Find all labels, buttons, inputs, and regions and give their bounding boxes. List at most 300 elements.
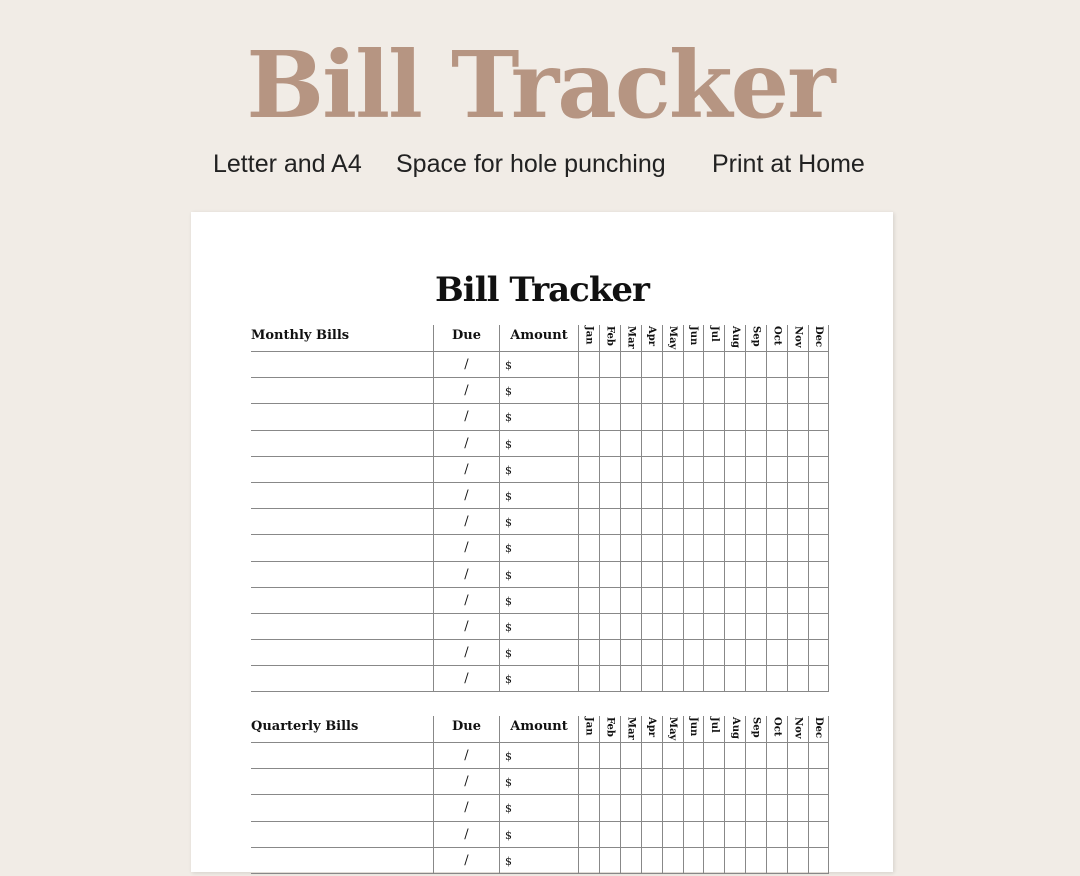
month-check-cell [578, 614, 599, 640]
month-check-cell [641, 769, 662, 795]
month-check-cell [724, 378, 745, 404]
bill-name-cell [251, 848, 433, 874]
month-check-cell [787, 795, 808, 821]
month-check-cell [641, 378, 662, 404]
month-check-cell [724, 509, 745, 535]
month-check-cell [703, 457, 724, 483]
month-check-cell [745, 666, 766, 692]
month-check-cell [683, 352, 704, 378]
due-cell: / [433, 509, 499, 535]
month-check-cell [662, 769, 683, 795]
month-check-cell [745, 848, 766, 874]
month-check-cell [578, 535, 599, 561]
month-check-cell [808, 457, 829, 483]
month-check-cell [703, 352, 724, 378]
month-check-cell [683, 509, 704, 535]
month-check-cell [745, 509, 766, 535]
month-check-cell [683, 431, 704, 457]
month-check-cell [808, 352, 829, 378]
month-check-cell [662, 378, 683, 404]
month-check-cell [641, 588, 662, 614]
month-check-cell [766, 614, 787, 640]
month-check-cell [787, 535, 808, 561]
month-check-cell [745, 378, 766, 404]
month-header-sep: Sep [745, 716, 766, 743]
month-check-cell [745, 431, 766, 457]
table-row [251, 614, 829, 640]
month-check-cell [808, 822, 829, 848]
month-check-cell [578, 352, 599, 378]
bill-name-cell [251, 588, 433, 614]
bill-name-cell [251, 614, 433, 640]
month-check-cell [766, 743, 787, 769]
month-check-cell [578, 509, 599, 535]
month-check-cell [662, 848, 683, 874]
section-label: Monthly Bills [251, 325, 433, 352]
amount-cell: $ [499, 483, 578, 509]
month-check-cell [787, 483, 808, 509]
month-check-cell [808, 535, 829, 561]
month-check-cell [662, 431, 683, 457]
amount-cell: $ [499, 509, 578, 535]
month-check-cell [703, 378, 724, 404]
month-check-cell [683, 378, 704, 404]
month-check-cell [724, 743, 745, 769]
month-check-cell [766, 509, 787, 535]
month-check-cell [787, 562, 808, 588]
month-check-cell [620, 795, 641, 821]
due-cell: / [433, 483, 499, 509]
month-check-cell [662, 404, 683, 430]
month-check-cell [620, 562, 641, 588]
month-header-nov: Nov [787, 716, 808, 743]
month-check-cell [724, 431, 745, 457]
month-check-cell [599, 431, 620, 457]
month-check-cell [787, 378, 808, 404]
month-header-aug: Aug [724, 716, 745, 743]
month-check-cell [599, 666, 620, 692]
amount-cell: $ [499, 769, 578, 795]
amount-header: Amount [499, 716, 578, 743]
month-header-jul: Jul [703, 716, 724, 743]
hero-title: Bill Tracker [246, 31, 834, 139]
amount-cell: $ [499, 431, 578, 457]
month-check-cell [641, 822, 662, 848]
month-check-cell [620, 378, 641, 404]
month-check-cell [641, 562, 662, 588]
month-check-cell [641, 352, 662, 378]
month-check-cell [745, 404, 766, 430]
month-check-cell [641, 431, 662, 457]
month-check-cell [703, 822, 724, 848]
month-check-cell [599, 743, 620, 769]
month-check-cell [724, 769, 745, 795]
amount-cell: $ [499, 795, 578, 821]
month-check-cell [599, 822, 620, 848]
month-check-cell [578, 769, 599, 795]
month-check-cell [766, 588, 787, 614]
month-header-oct: Oct [766, 325, 787, 352]
bill-name-cell [251, 795, 433, 821]
table-header [251, 716, 829, 743]
amount-cell: $ [499, 352, 578, 378]
month-check-cell [724, 404, 745, 430]
month-check-cell [808, 743, 829, 769]
bill-name-cell [251, 666, 433, 692]
amount-cell: $ [499, 614, 578, 640]
month-check-cell [745, 588, 766, 614]
table-row [251, 562, 829, 588]
month-check-cell [683, 795, 704, 821]
month-check-cell [787, 404, 808, 430]
table-row [251, 483, 829, 509]
month-check-cell [703, 404, 724, 430]
month-check-cell [745, 614, 766, 640]
month-check-cell [745, 535, 766, 561]
month-check-cell [620, 822, 641, 848]
month-check-cell [766, 378, 787, 404]
month-check-cell [641, 743, 662, 769]
month-check-cell [620, 666, 641, 692]
month-check-cell [724, 562, 745, 588]
month-check-cell [620, 457, 641, 483]
month-check-cell [787, 743, 808, 769]
month-check-cell [683, 769, 704, 795]
table-row [251, 352, 829, 378]
table-header [251, 325, 829, 352]
month-check-cell [662, 352, 683, 378]
month-check-cell [787, 431, 808, 457]
month-check-cell [641, 404, 662, 430]
month-check-cell [641, 535, 662, 561]
month-check-cell [808, 769, 829, 795]
month-check-cell [683, 666, 704, 692]
month-header-apr: Apr [641, 716, 662, 743]
month-header-jul: Jul [703, 325, 724, 352]
month-check-cell [787, 588, 808, 614]
table-row [251, 795, 829, 821]
due-cell: / [433, 588, 499, 614]
month-check-cell [766, 535, 787, 561]
month-check-cell [641, 666, 662, 692]
amount-cell: $ [499, 535, 578, 561]
month-check-cell [620, 640, 641, 666]
month-header-may: May [662, 716, 683, 743]
month-check-cell [703, 588, 724, 614]
amount-cell: $ [499, 378, 578, 404]
due-cell: / [433, 743, 499, 769]
amount-cell: $ [499, 666, 578, 692]
month-check-cell [766, 822, 787, 848]
month-check-cell [578, 483, 599, 509]
month-check-cell [787, 666, 808, 692]
month-check-cell [641, 848, 662, 874]
month-check-cell [724, 457, 745, 483]
month-check-cell [662, 822, 683, 848]
month-check-cell [766, 404, 787, 430]
table-row [251, 457, 829, 483]
month-check-cell [703, 614, 724, 640]
month-check-cell [578, 848, 599, 874]
bill-name-cell [251, 822, 433, 848]
due-cell: / [433, 404, 499, 430]
month-check-cell [724, 535, 745, 561]
month-check-cell [724, 666, 745, 692]
month-check-cell [703, 483, 724, 509]
month-check-cell [766, 562, 787, 588]
month-check-cell [578, 822, 599, 848]
bill-name-cell [251, 483, 433, 509]
month-check-cell [683, 640, 704, 666]
feature-hole-punching: Space for hole punching [396, 150, 666, 178]
amount-cell: $ [499, 404, 578, 430]
month-header-may: May [662, 325, 683, 352]
month-check-cell [766, 640, 787, 666]
quarterly-bills-table [251, 716, 829, 874]
table-row [251, 822, 829, 848]
month-check-cell [599, 588, 620, 614]
table-row [251, 769, 829, 795]
month-check-cell [724, 640, 745, 666]
month-check-cell [620, 431, 641, 457]
amount-cell: $ [499, 562, 578, 588]
month-check-cell [578, 378, 599, 404]
month-check-cell [662, 535, 683, 561]
month-check-cell [703, 535, 724, 561]
month-check-cell [787, 352, 808, 378]
month-header-dec: Dec [808, 325, 829, 352]
month-check-cell [683, 404, 704, 430]
table-row [251, 588, 829, 614]
month-check-cell [745, 562, 766, 588]
due-cell: / [433, 457, 499, 483]
month-header-mar: Mar [620, 325, 641, 352]
month-check-cell [620, 588, 641, 614]
month-check-cell [641, 795, 662, 821]
month-check-cell [703, 431, 724, 457]
sheet-title: Bill Tracker [435, 270, 649, 310]
month-check-cell [808, 509, 829, 535]
month-check-cell [641, 483, 662, 509]
month-check-cell [724, 352, 745, 378]
month-check-cell [662, 483, 683, 509]
month-check-cell [641, 457, 662, 483]
month-check-cell [787, 509, 808, 535]
bill-name-cell [251, 352, 433, 378]
month-check-cell [662, 614, 683, 640]
month-check-cell [745, 483, 766, 509]
month-check-cell [724, 795, 745, 821]
month-check-cell [578, 562, 599, 588]
table-row [251, 509, 829, 535]
month-check-cell [578, 431, 599, 457]
month-check-cell [662, 743, 683, 769]
month-check-cell [620, 535, 641, 561]
month-check-cell [578, 457, 599, 483]
table-row [251, 535, 829, 561]
month-check-cell [599, 457, 620, 483]
month-header-nov: Nov [787, 325, 808, 352]
month-header-jan: Jan [578, 325, 599, 352]
month-check-cell [578, 795, 599, 821]
month-check-cell [745, 795, 766, 821]
month-check-cell [662, 795, 683, 821]
month-check-cell [745, 457, 766, 483]
section-label: Quarterly Bills [251, 716, 433, 743]
amount-cell: $ [499, 743, 578, 769]
feature-letter-a4: Letter and A4 [213, 150, 362, 178]
month-check-cell [766, 431, 787, 457]
month-check-cell [787, 848, 808, 874]
month-check-cell [808, 848, 829, 874]
due-cell: / [433, 352, 499, 378]
month-header-feb: Feb [599, 716, 620, 743]
month-check-cell [683, 483, 704, 509]
month-check-cell [683, 848, 704, 874]
month-check-cell [599, 769, 620, 795]
due-header: Due [433, 716, 499, 743]
amount-cell: $ [499, 588, 578, 614]
bill-name-cell [251, 509, 433, 535]
monthly-bills-table [251, 325, 829, 692]
table-row [251, 431, 829, 457]
month-check-cell [808, 483, 829, 509]
due-cell: / [433, 431, 499, 457]
month-header-oct: Oct [766, 716, 787, 743]
month-check-cell [808, 614, 829, 640]
amount-cell: $ [499, 457, 578, 483]
bill-name-cell [251, 535, 433, 561]
month-check-cell [599, 352, 620, 378]
month-check-cell [683, 562, 704, 588]
month-check-cell [578, 640, 599, 666]
month-check-cell [620, 848, 641, 874]
month-check-cell [620, 743, 641, 769]
month-check-cell [808, 378, 829, 404]
month-check-cell [599, 378, 620, 404]
month-header-jan: Jan [578, 716, 599, 743]
month-check-cell [578, 404, 599, 430]
month-check-cell [578, 666, 599, 692]
month-check-cell [599, 795, 620, 821]
feature-list [0, 150, 1080, 182]
month-check-cell [683, 588, 704, 614]
month-header-apr: Apr [641, 325, 662, 352]
month-check-cell [745, 352, 766, 378]
month-check-cell [662, 457, 683, 483]
month-check-cell [766, 848, 787, 874]
month-check-cell [683, 822, 704, 848]
due-cell: / [433, 769, 499, 795]
month-check-cell [662, 562, 683, 588]
table-row [251, 666, 829, 692]
month-check-cell [683, 535, 704, 561]
bill-name-cell [251, 562, 433, 588]
bill-name-cell [251, 378, 433, 404]
month-check-cell [641, 640, 662, 666]
month-check-cell [703, 509, 724, 535]
bill-name-cell [251, 769, 433, 795]
due-cell: / [433, 640, 499, 666]
month-check-cell [683, 743, 704, 769]
month-check-cell [766, 352, 787, 378]
due-cell: / [433, 614, 499, 640]
month-check-cell [662, 588, 683, 614]
month-header-dec: Dec [808, 716, 829, 743]
feature-print-at-home: Print at Home [712, 150, 865, 178]
due-cell: / [433, 666, 499, 692]
month-check-cell [745, 640, 766, 666]
month-check-cell [787, 640, 808, 666]
month-check-cell [745, 769, 766, 795]
month-check-cell [599, 509, 620, 535]
month-check-cell [599, 848, 620, 874]
month-check-cell [724, 588, 745, 614]
month-check-cell [620, 769, 641, 795]
month-check-cell [703, 795, 724, 821]
table-row [251, 378, 829, 404]
month-check-cell [808, 640, 829, 666]
amount-cell: $ [499, 848, 578, 874]
month-check-cell [724, 848, 745, 874]
amount-cell: $ [499, 822, 578, 848]
month-check-cell [641, 614, 662, 640]
bill-name-cell [251, 640, 433, 666]
month-check-cell [703, 769, 724, 795]
month-check-cell [808, 795, 829, 821]
month-check-cell [808, 431, 829, 457]
month-check-cell [683, 614, 704, 640]
month-check-cell [787, 822, 808, 848]
amount-cell: $ [499, 640, 578, 666]
month-header-aug: Aug [724, 325, 745, 352]
bill-name-cell [251, 457, 433, 483]
month-check-cell [724, 483, 745, 509]
month-check-cell [599, 640, 620, 666]
month-check-cell [745, 743, 766, 769]
month-check-cell [808, 666, 829, 692]
table-row [251, 404, 829, 430]
amount-header: Amount [499, 325, 578, 352]
table-row [251, 640, 829, 666]
month-check-cell [683, 457, 704, 483]
month-header-mar: Mar [620, 716, 641, 743]
month-check-cell [703, 666, 724, 692]
month-check-cell [599, 535, 620, 561]
month-check-cell [808, 588, 829, 614]
month-check-cell [641, 509, 662, 535]
due-header: Due [433, 325, 499, 352]
month-check-cell [703, 562, 724, 588]
month-check-cell [662, 509, 683, 535]
month-check-cell [808, 404, 829, 430]
table-row [251, 848, 829, 874]
month-header-sep: Sep [745, 325, 766, 352]
month-check-cell [766, 666, 787, 692]
due-cell: / [433, 795, 499, 821]
month-check-cell [620, 404, 641, 430]
month-header-jun: Jun [683, 716, 704, 743]
month-check-cell [703, 640, 724, 666]
month-check-cell [787, 769, 808, 795]
month-check-cell [745, 822, 766, 848]
month-check-cell [620, 614, 641, 640]
table-row [251, 743, 829, 769]
month-check-cell [724, 822, 745, 848]
month-check-cell [787, 614, 808, 640]
month-check-cell [620, 352, 641, 378]
month-check-cell [662, 666, 683, 692]
